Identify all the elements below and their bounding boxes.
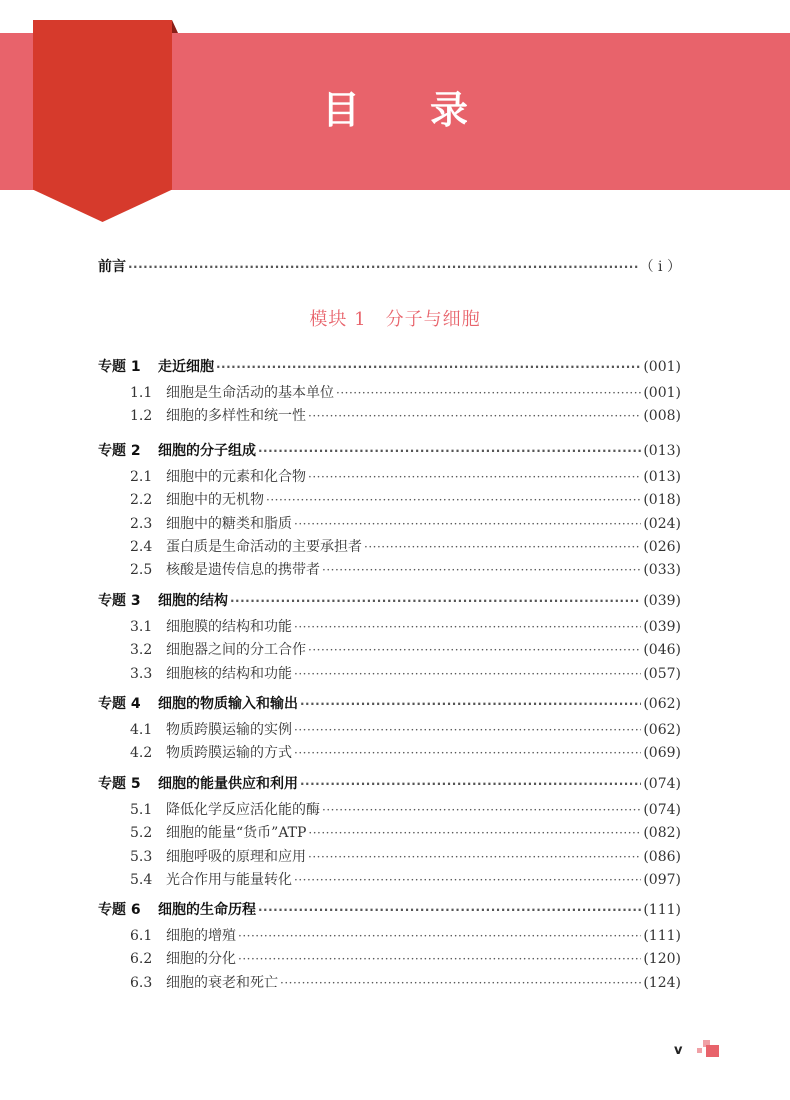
- toc-row-chapter[interactable]: [98, 441, 681, 461]
- leader-dots: [308, 847, 641, 867]
- toc-row-section[interactable]: [130, 823, 681, 843]
- section-page: (018): [643, 492, 681, 509]
- leader-dots: [308, 823, 641, 843]
- toc-row-preface[interactable]: [98, 257, 681, 277]
- chapter-title: 细胞的分子组成: [158, 443, 256, 459]
- section-number: 6.3: [130, 974, 153, 991]
- toc-row-section[interactable]: [130, 973, 681, 993]
- section-number: 6.1: [130, 928, 153, 944]
- section-title: 物质跨膜运输的方式: [166, 745, 292, 762]
- section-title: 细胞的衰老和死亡: [166, 974, 278, 991]
- toc-row-section[interactable]: [130, 617, 681, 637]
- toc-row-section[interactable]: [130, 720, 681, 740]
- toc-row-section[interactable]: [130, 537, 681, 557]
- module-heading: 模块 1 分子与细胞: [309, 309, 481, 330]
- section-page: (097): [643, 871, 681, 888]
- section-number: 1.1: [130, 385, 153, 401]
- section-title: 细胞的分化: [166, 951, 236, 968]
- leader-dots: [300, 694, 641, 714]
- section-number: 5.4: [130, 871, 153, 888]
- section-page: (039): [643, 619, 681, 635]
- section-page: (082): [643, 825, 681, 842]
- section-number: 2.3: [130, 515, 153, 532]
- toc-row-section[interactable]: [130, 800, 681, 820]
- section-page: (069): [643, 745, 681, 762]
- chapter-page: (111): [643, 902, 681, 918]
- leader-dots: [294, 743, 641, 763]
- toc-row-section[interactable]: [130, 490, 681, 510]
- section-number: 2.2: [130, 492, 153, 509]
- chapter-number: 专题 1: [98, 359, 141, 375]
- section-number: 5.3: [130, 848, 153, 865]
- section-title: 细胞的多样性和统一性: [166, 408, 306, 425]
- section-page: (024): [643, 515, 681, 532]
- chapter-title: 细胞的结构: [158, 593, 228, 609]
- leader-dots: [308, 640, 641, 660]
- toc-row-chapter[interactable]: [98, 900, 681, 920]
- section-number: 4.1: [130, 722, 153, 738]
- section-title: 细胞中的元素和化合物: [166, 469, 306, 485]
- toc-row-section[interactable]: [130, 640, 681, 660]
- leader-dots: [322, 560, 641, 580]
- chapter-title: 走近细胞: [158, 359, 214, 375]
- toc-row-section[interactable]: [130, 870, 681, 890]
- leader-dots: [294, 514, 641, 534]
- toc-row-chapter[interactable]: [98, 357, 681, 377]
- chapter-number: 专题 2: [98, 443, 141, 459]
- section-title: 蛋白质是生命活动的主要承担者: [166, 538, 362, 555]
- section-number: 6.2: [130, 951, 153, 968]
- chapter-page: (062): [643, 696, 681, 712]
- toc-row-chapter[interactable]: [98, 694, 681, 714]
- section-page: (111): [643, 928, 681, 944]
- footer-decoration: [697, 1048, 702, 1053]
- leader-dots: [128, 257, 638, 277]
- section-number: 4.2: [130, 745, 153, 762]
- toc-row-section[interactable]: [130, 926, 681, 946]
- page-number: v: [674, 1043, 683, 1058]
- section-page: (124): [643, 974, 681, 991]
- section-title: 细胞呼吸的原理和应用: [166, 848, 306, 865]
- toc-row-section[interactable]: [130, 560, 681, 580]
- leader-dots: [300, 774, 641, 794]
- section-page: (057): [643, 665, 681, 682]
- leader-dots: [308, 467, 641, 487]
- leader-dots: [308, 406, 641, 426]
- section-page: (026): [643, 538, 681, 555]
- toc-row-chapter[interactable]: [98, 591, 681, 611]
- section-number: 1.2: [130, 408, 153, 425]
- section-number: 3.1: [130, 619, 153, 635]
- toc-row-section[interactable]: [130, 406, 681, 426]
- section-number: 3.2: [130, 642, 153, 659]
- chapter-number: 专题 3: [98, 593, 141, 609]
- section-page: (033): [643, 562, 681, 579]
- chapter-number: 专题 5: [98, 776, 141, 792]
- section-number: 2.1: [130, 469, 153, 485]
- toc-row-section[interactable]: [130, 383, 681, 403]
- section-page: (074): [643, 802, 681, 818]
- section-title: 光合作用与能量转化: [166, 871, 292, 888]
- section-title: 细胞核的结构和功能: [166, 665, 292, 682]
- section-title: 降低化学反应活化能的酶: [166, 802, 320, 818]
- chapter-page: (039): [643, 593, 681, 609]
- section-title: 核酸是遗传信息的携带者: [166, 562, 320, 579]
- chapter-title: 细胞的生命历程: [158, 902, 256, 918]
- leader-dots: [230, 591, 641, 611]
- leader-dots: [266, 490, 641, 510]
- ribbon-fold: [172, 20, 178, 33]
- chapter-number: 专题 6: [98, 902, 141, 918]
- section-title: 细胞中的糖类和脂质: [166, 515, 292, 532]
- section-title: 物质跨膜运输的实例: [166, 722, 292, 738]
- leader-dots: [258, 441, 641, 461]
- chapter-number: 专题 4: [98, 696, 141, 712]
- toc-row-section[interactable]: [130, 743, 681, 763]
- toc-row-chapter[interactable]: [98, 774, 681, 794]
- section-number: 2.4: [130, 538, 153, 555]
- toc-row-section[interactable]: [130, 664, 681, 684]
- section-number: 3.3: [130, 665, 153, 682]
- toc-row-section[interactable]: [130, 514, 681, 534]
- leader-dots: [294, 664, 641, 684]
- section-title: 细胞器之间的分工合作: [166, 642, 306, 659]
- leader-dots: [364, 537, 641, 557]
- leader-dots: [280, 973, 641, 993]
- section-page: (062): [643, 722, 681, 738]
- page-title: 目录: [321, 88, 538, 132]
- section-title: 细胞的能量“货币”ATP: [166, 825, 307, 842]
- toc-row-section[interactable]: [130, 847, 681, 867]
- leader-dots: [336, 383, 641, 403]
- leader-dots: [294, 617, 641, 637]
- leader-dots: [294, 720, 641, 740]
- footer-decoration: [706, 1045, 719, 1057]
- section-number: 5.2: [130, 825, 153, 842]
- leader-dots: [238, 926, 641, 946]
- section-title: 细胞是生命活动的基本单位: [166, 385, 334, 401]
- section-page: (120): [643, 951, 681, 968]
- leader-dots: [294, 870, 641, 890]
- toc-row-section[interactable]: [130, 949, 681, 969]
- preface-page: （ i ）: [639, 259, 681, 275]
- section-title: 细胞中的无机物: [166, 492, 264, 509]
- chapter-page: (001): [643, 359, 681, 375]
- chapter-title: 细胞的能量供应和利用: [158, 776, 298, 792]
- section-title: 细胞膜的结构和功能: [166, 619, 292, 635]
- section-title: 细胞的增殖: [166, 928, 236, 944]
- section-page: (008): [643, 408, 681, 425]
- preface-label: 前言: [98, 259, 126, 275]
- section-page: (001): [643, 385, 681, 401]
- section-number: 2.5: [130, 562, 153, 579]
- leader-dots: [322, 800, 641, 820]
- section-page: (086): [643, 848, 681, 865]
- leader-dots: [216, 357, 641, 377]
- toc-row-section[interactable]: [130, 467, 681, 487]
- chapter-title: 细胞的物质输入和输出: [158, 696, 298, 712]
- section-number: 5.1: [130, 802, 153, 818]
- section-page: (046): [643, 642, 681, 659]
- chapter-page: (013): [643, 443, 681, 459]
- chapter-page: (074): [643, 776, 681, 792]
- leader-dots: [238, 949, 641, 969]
- section-page: (013): [643, 469, 681, 485]
- leader-dots: [258, 900, 641, 920]
